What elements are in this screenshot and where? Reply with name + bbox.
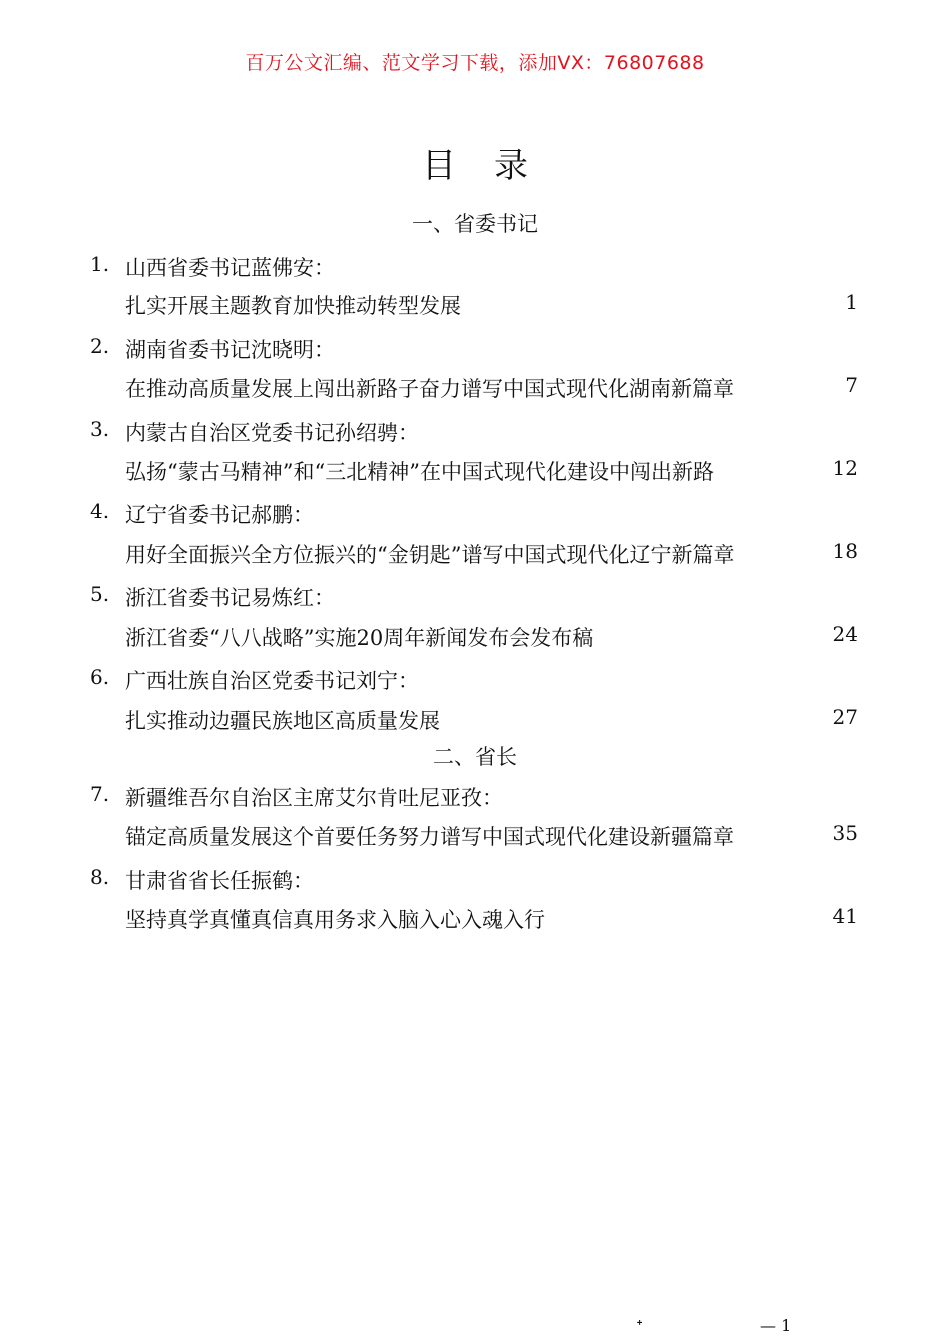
toc-entry-title-line[interactable] — [0, 622, 950, 652]
entry-number: 6. — [90, 665, 110, 689]
entry-title: 锚定高质量发展这个首要任务努力谱写中国式现代化建设新疆篇章 — [125, 825, 734, 849]
entry-number: 7. — [90, 782, 110, 806]
entry-author: 广西壮族自治区党委书记刘宁： — [125, 669, 419, 693]
footer-mark: ᐩ — [636, 1316, 644, 1337]
entry-page-number: 35 — [832, 821, 858, 845]
entry-page-number: 7 — [845, 373, 858, 397]
footer-page-number: — 1 — [760, 1316, 792, 1335]
entry-author: 浙江省委书记易炼红： — [125, 586, 335, 610]
toc-entry[interactable] — [0, 499, 950, 529]
entry-page-number: 1 — [845, 290, 858, 314]
toc-entry[interactable] — [0, 782, 950, 812]
toc-entry-title-line[interactable] — [0, 456, 950, 486]
entry-title: 扎实开展主题教育加快推动转型发展 — [125, 294, 461, 318]
entry-page-number: 24 — [832, 622, 858, 646]
entry-number: 4. — [90, 499, 110, 523]
entry-number: 3. — [90, 417, 110, 441]
toc-entry-title-line[interactable] — [0, 290, 950, 320]
entry-number: 1. — [90, 252, 110, 276]
entry-author: 甘肃省省长任振鹤： — [125, 869, 314, 893]
page-footer — [0, 1316, 950, 1344]
entry-title: 在推动高质量发展上闯出新路子奋力谱写中国式现代化湖南新篇章 — [125, 377, 734, 401]
entry-author: 新疆维吾尔自治区主席艾尔肯吐尼亚孜： — [125, 786, 503, 810]
document-title: 目录 — [422, 146, 566, 186]
entry-author: 山西省委书记蓝佛安： — [125, 256, 335, 280]
toc-entry[interactable] — [0, 334, 950, 364]
entry-title: 坚持真学真懂真信真用务求入脑入心入魂入行 — [125, 908, 545, 932]
entry-page-number: 12 — [832, 456, 858, 480]
header-banner: 百万公文汇编、范文学习下载，添加VX：76807688 — [245, 52, 705, 74]
toc-entry-title-line[interactable] — [0, 904, 950, 934]
toc-entry[interactable] — [0, 665, 950, 695]
entry-number: 5. — [90, 582, 110, 606]
entry-author: 湖南省委书记沈晓明： — [125, 338, 335, 362]
toc-entry-title-line[interactable] — [0, 373, 950, 403]
entry-number: 2. — [90, 334, 110, 358]
entry-author: 辽宁省委书记郝鹏： — [125, 503, 314, 527]
entry-title: 弘扬“蒙古马精神”和“三北精神”在中国式现代化建设中闯出新路 — [125, 460, 714, 484]
entry-page-number: 41 — [832, 904, 858, 928]
toc-entry[interactable] — [0, 252, 950, 282]
toc-entry-title-line[interactable] — [0, 539, 950, 569]
toc-entry-title-line[interactable] — [0, 705, 950, 735]
toc-entry-title-line[interactable] — [0, 821, 950, 851]
entry-page-number: 18 — [832, 539, 858, 563]
entry-title: 扎实推动边疆民族地区高质量发展 — [125, 709, 440, 733]
toc-entry[interactable] — [0, 417, 950, 447]
entry-page-number: 27 — [832, 705, 858, 729]
section-heading: 一、省委书记 — [412, 212, 538, 236]
section-heading: 二、省长 — [433, 745, 517, 769]
entry-number: 8. — [90, 865, 110, 889]
entry-author: 内蒙古自治区党委书记孙绍骋： — [125, 421, 419, 445]
toc-entry[interactable] — [0, 582, 950, 612]
entry-title: 用好全面振兴全方位振兴的“金钥匙”谱写中国式现代化辽宁新篇章 — [125, 543, 735, 567]
entry-title: 浙江省委“八八战略”实施20周年新闻发布会发布稿 — [125, 626, 594, 650]
toc-entry[interactable] — [0, 865, 950, 895]
